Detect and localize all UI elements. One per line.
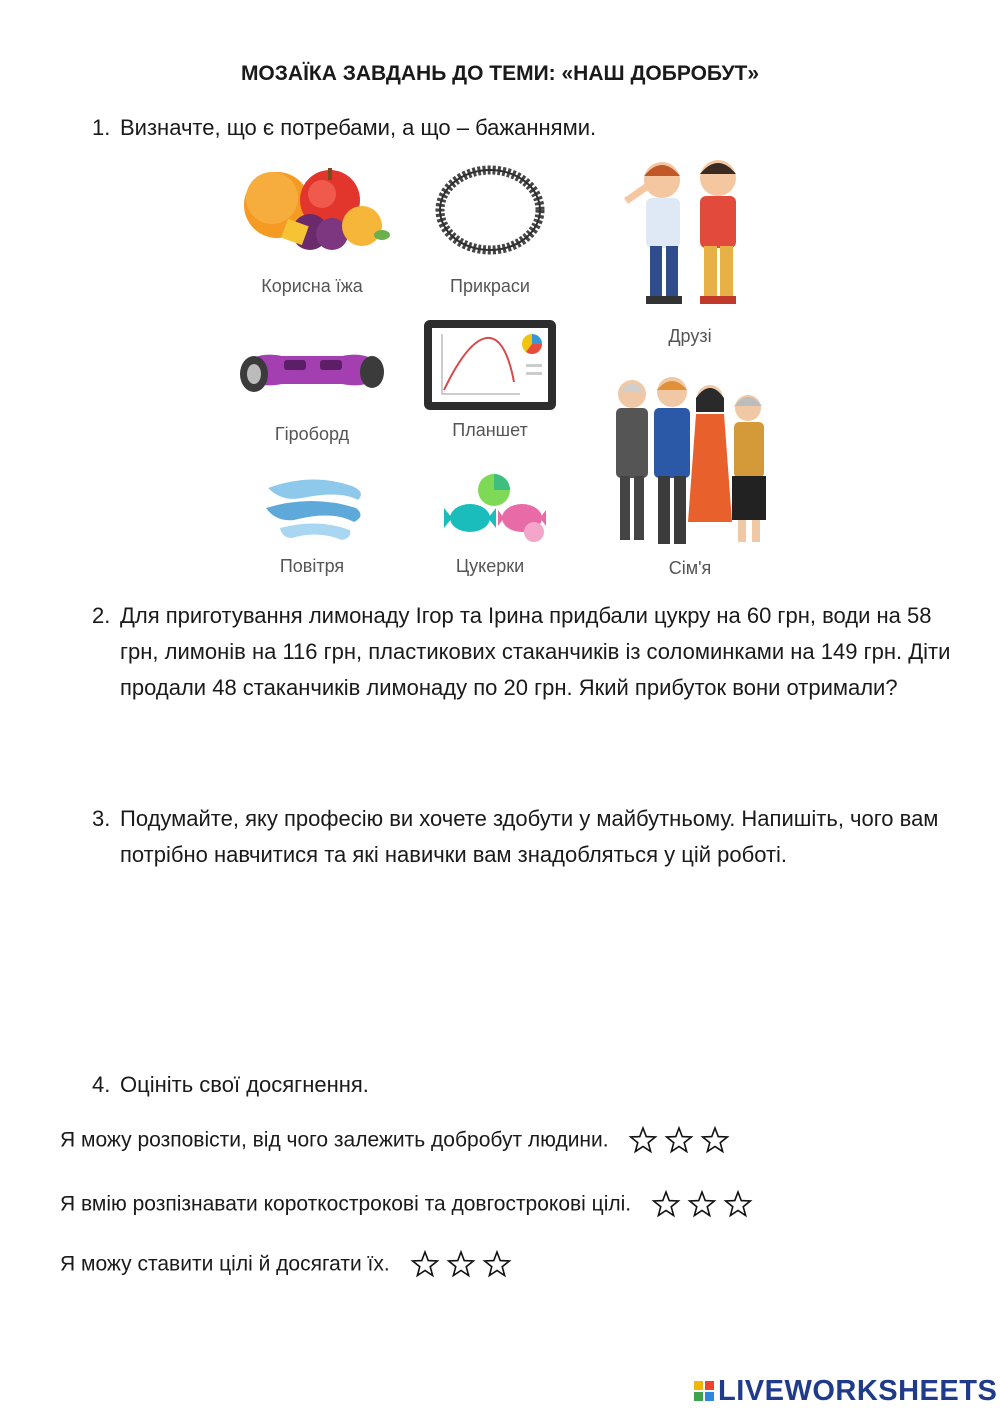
task-number: 1. <box>92 115 111 140</box>
rating-row-2 <box>60 1190 759 1220</box>
hoverboard-picture[interactable] <box>232 330 392 455</box>
tablet-picture[interactable] <box>410 316 570 452</box>
task-text: Визначте, що є потребами, а що – бажаннями. <box>120 115 597 140</box>
necklace-icon <box>410 160 570 260</box>
label-friends: Друзі <box>668 326 712 346</box>
label-family: Сім'я <box>668 558 712 578</box>
task-text: Оцініть свої досягнення. <box>120 1072 369 1097</box>
wind-icon <box>232 468 392 548</box>
family-icon <box>610 372 770 550</box>
star-icon <box>482 1250 512 1280</box>
friends-picture[interactable] <box>610 150 770 360</box>
label-jewelry: Прикраси <box>450 276 530 296</box>
tablet-icon <box>410 316 570 412</box>
friends-icon <box>610 150 770 315</box>
liveworksheets-logo <box>694 1374 997 1408</box>
food-picture[interactable] <box>232 160 392 310</box>
task-4 <box>92 1067 952 1103</box>
star-icon <box>687 1190 717 1220</box>
page-title: МОЗАЇКА ЗАВДАНЬ ДО ТЕМИ: «НАШ ДОБРОБУТ» <box>240 62 760 85</box>
candy-icon <box>410 468 570 548</box>
rating-text: Я вмію розпізнавати короткострокові та довгострокові цілі. <box>60 1192 632 1216</box>
rating-text: Я можу ставити цілі й досягати їх. <box>60 1252 390 1276</box>
rating-stars <box>651 1190 759 1220</box>
star-icon <box>700 1126 730 1156</box>
star-icon <box>446 1250 476 1280</box>
hoverboard-icon <box>232 330 392 410</box>
task-text: Подумайте, яку професію ви хочете здобути у майбутньому. Напишіть, чого вам потрібно навчитися та які навички вам знадобляться у цій роботі. <box>120 806 939 867</box>
star-icon <box>628 1126 658 1156</box>
rating-text: Я можу розповісти, від чого залежить добробут людини. <box>60 1128 609 1152</box>
star-icon <box>723 1190 753 1220</box>
rating-row-3 <box>60 1250 518 1280</box>
task-number: 4. <box>92 1072 111 1097</box>
rating-row-1 <box>60 1126 736 1156</box>
rating-stars <box>410 1250 518 1280</box>
jewelry-picture[interactable] <box>410 160 570 310</box>
star-icon <box>664 1126 694 1156</box>
candy-picture[interactable] <box>410 468 570 588</box>
task-1 <box>92 110 952 146</box>
brand-name: LIVEWORKSHEETS <box>718 1374 998 1407</box>
logo-squares-icon <box>694 1381 714 1401</box>
task-number: 2. <box>92 603 111 628</box>
rating-stars <box>628 1126 736 1156</box>
task-text: Для приготування лимонаду Ігор та Ірина придбали цукру на 60 грн, води на 58 грн, лимонів на 116 грн, пластикових стаканчиків із соломинками на 149 грн. Діти продали 48 стаканчиків лимонаду по 20 грн. Який прибуток вони отримали? <box>120 603 951 700</box>
label-candy: Цукерки <box>455 556 525 576</box>
star-icon <box>651 1190 681 1220</box>
task-number: 3. <box>92 806 111 831</box>
task-3 <box>92 801 952 873</box>
label-hoverboard: Гіроборд <box>274 424 350 444</box>
family-picture[interactable] <box>610 372 770 588</box>
label-food: Корисна їжа <box>261 276 363 296</box>
task-2 <box>92 598 952 706</box>
label-tablet: Планшет <box>452 420 528 440</box>
label-air: Повітря <box>279 556 345 576</box>
fruit-icon <box>232 160 392 260</box>
star-icon <box>410 1250 440 1280</box>
air-picture[interactable] <box>232 468 392 588</box>
